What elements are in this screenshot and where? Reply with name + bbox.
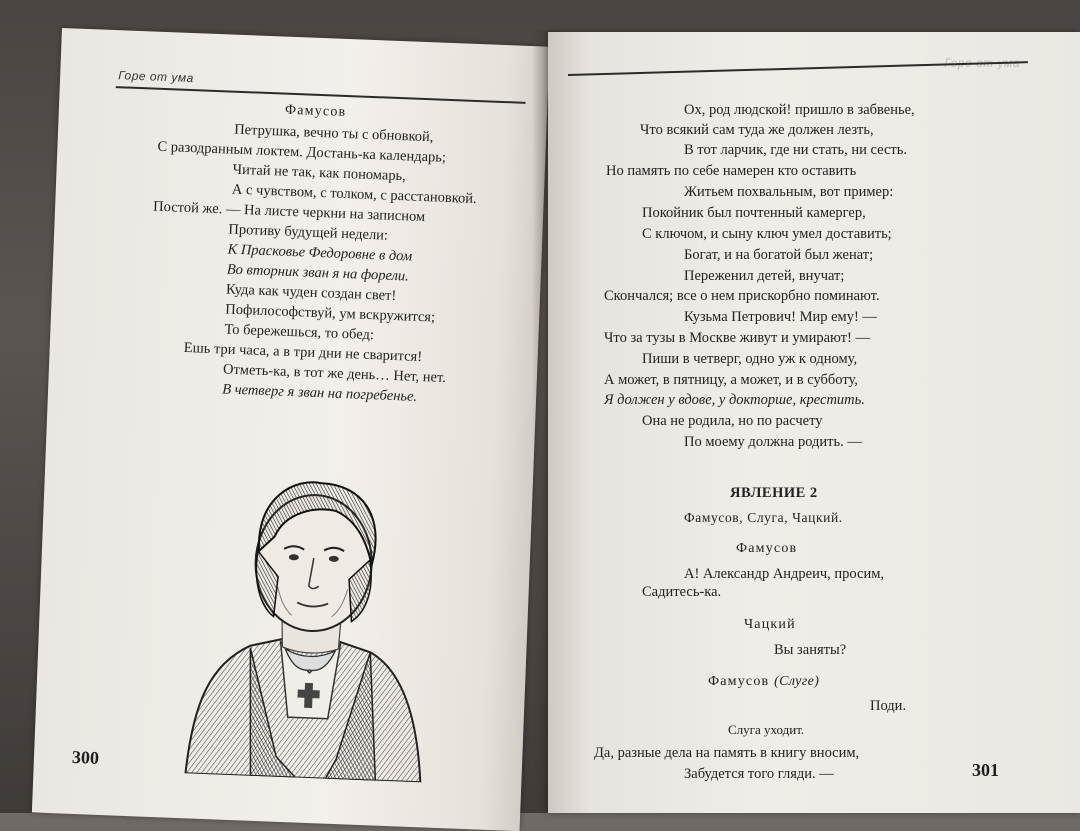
verse-line: В тот ларчик, где ни стать, ни сесть.: [684, 142, 907, 158]
speaker-chatsky: Чацкий: [744, 617, 796, 632]
verse-line: С ключом, и сыну ключ умел доставить;: [642, 226, 892, 242]
running-head-left: Горе от ума: [117, 68, 195, 86]
verse-line: Что за тузы в Москве живут и умирают! —: [604, 330, 870, 346]
verse-line: Постой же. — На листе черкни на записном: [152, 198, 426, 226]
page-number-right: 301: [972, 760, 999, 780]
speaker-direction: (Слуге): [774, 674, 820, 689]
header-rule-left: [116, 86, 526, 104]
verse-line: Переженил детей, внучат;: [684, 268, 845, 284]
speech-line: Поди.: [870, 698, 907, 714]
speech-line: Вы заняты?: [774, 642, 847, 658]
speaker-famusov: Фамусов: [736, 541, 798, 556]
verse-line: Покойник был почтенный камергер,: [642, 205, 866, 221]
verse-line: Она не родила, но по расчету: [642, 413, 823, 429]
verse-line: Куда как чуден создан свет!: [225, 281, 397, 305]
verse-line-italic: В четверг я зван на погребенье.: [221, 381, 418, 405]
verse-line: Отметь-ка, в тот же день… Нет, нет.: [222, 361, 447, 386]
verse-line: То бережешься, то обед:: [224, 321, 375, 344]
left-page: [32, 28, 550, 831]
verse-line: Но память по себе намерен кто оставить: [606, 163, 857, 179]
speaker-famusov: [708, 674, 819, 690]
speech-line: Садитесь-ка.: [642, 584, 722, 600]
verse-line-italic: Я должен у вдове, у докторше, крестить.: [604, 392, 865, 408]
verse-line: Читай не так, как пономарь,: [232, 161, 407, 185]
verse-line-italic: Во вторник зван я на форели.: [226, 261, 410, 285]
verse-line: Богат, и на богатой был женат;: [684, 247, 874, 263]
scene-heading: ЯВЛЕНИЕ 2: [730, 485, 818, 501]
speech-line: А! Александр Андреич, просим,: [684, 566, 885, 582]
page-number-left: 300: [71, 746, 100, 768]
famusov-portrait-engraving: [175, 453, 437, 782]
verse-line: С разодранным локтем. Достань-ка календарь;: [157, 138, 447, 166]
verse-line: Пофилософствуй, ум вскружится;: [225, 301, 436, 326]
speech-line: Да, разные дела на память в книгу вносим,: [594, 745, 860, 761]
verse-line: Кузьма Петрович! Мир ему! —: [684, 309, 877, 325]
right-page: [548, 32, 1080, 813]
verse-line: Противу будущей недели:: [228, 221, 389, 244]
verse-line: Скончался; все о нем прискорбно поминают.: [604, 288, 880, 304]
verse-line: Что всякий сам туда же должен лезть,: [640, 122, 874, 138]
scene-cast: Фамусов, Слуга, Чацкий.: [684, 510, 843, 525]
verse-line: Петрушка, вечно ты с обновкой,: [233, 121, 434, 146]
speaker-name: Фамусов: [708, 674, 770, 689]
verse-line: По моему должна родить. —: [684, 434, 862, 450]
verse-line: Житьем похвальным, вот пример:: [684, 184, 894, 200]
verse-line: Пиши в четверг, одно уж к одному,: [642, 351, 858, 367]
verse-line-italic: К Прасковье Федоровне в дом: [227, 241, 413, 265]
stage-direction: Слуга уходит.: [728, 722, 805, 737]
speech-line: Забудется того гляди. —: [684, 766, 834, 782]
speaker-famusov: Фамусов: [284, 102, 347, 120]
verse-line: Ох, род людской! пришло в забвенье,: [684, 102, 915, 118]
verse-line: А может, в пятницу, а может, и в субботу,: [604, 372, 858, 388]
verse-line: Ешь три часа, а в три дни не сварится!: [183, 339, 423, 366]
verse-line: А с чувством, с толком, с расстановкой.: [231, 181, 478, 208]
